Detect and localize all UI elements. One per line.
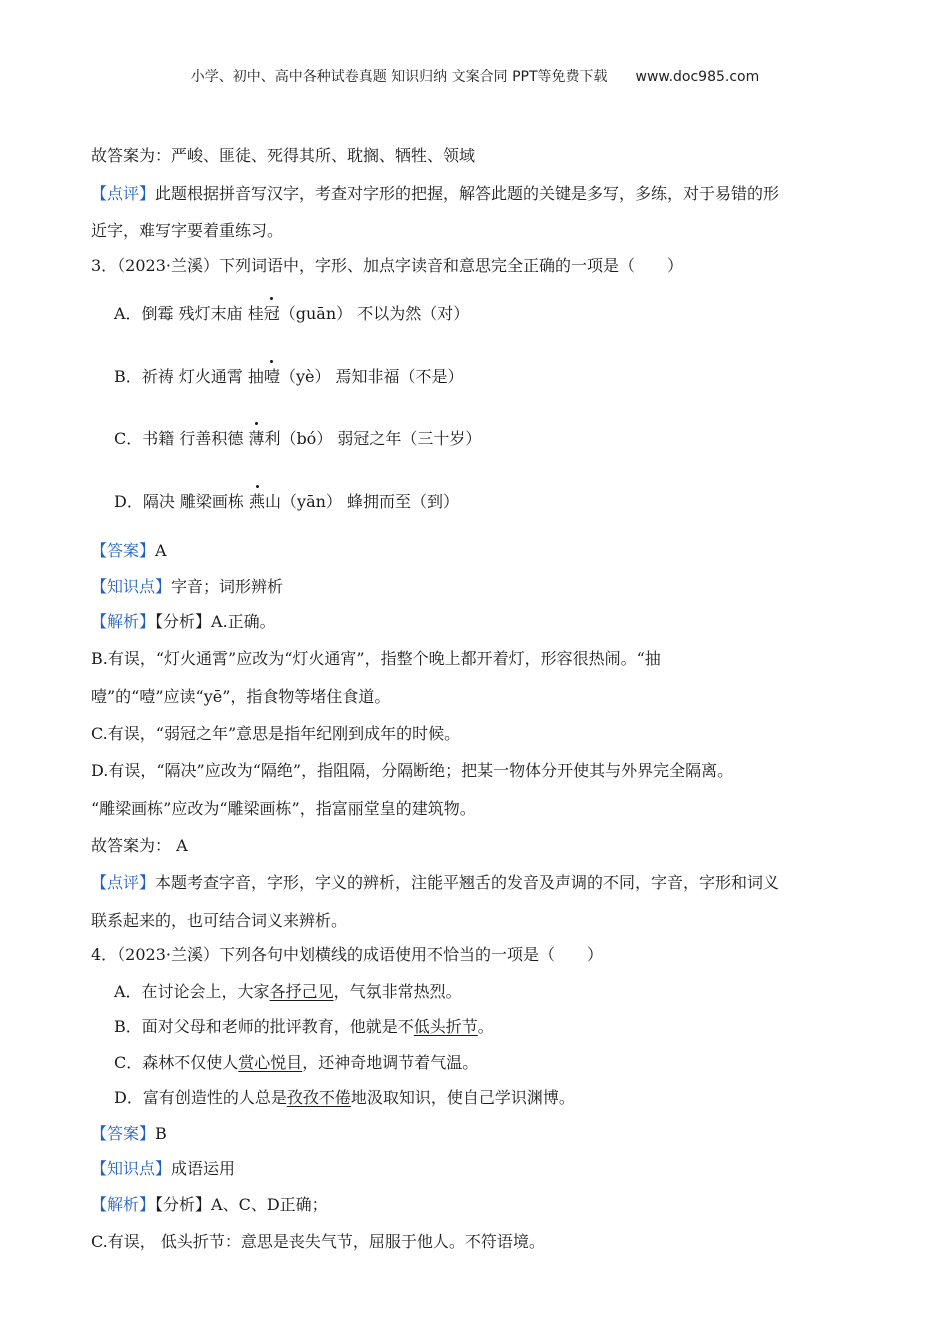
q3-stem: 3．（2023·兰溪）下列词语中，字形、加点字读音和意思完全正确的一项是（ ） <box>91 256 683 275</box>
q3-option-c: C．书籍 行善积德 薄利（bó） 弱冠之年（三十岁） <box>114 429 482 448</box>
underlined-idiom: 低头折节 <box>413 1017 478 1036</box>
q4-stem: 4．（2023·兰溪）下列各句中划横线的成语使用不恰当的一项是（ ） <box>91 945 603 964</box>
q4-analysis-line-1: C.有误， 低头折节：意思是丧失气节，屈服于他人。不符语境。 <box>91 1232 545 1251</box>
q3-analysis: 【解析】【分析】A.正确。 <box>91 612 276 631</box>
prev-comment-line-2: 近字，难写字要着重练习。 <box>91 221 284 240</box>
q3-analysis-line-1: B.有误，“灯火通霄”应改为“灯火通宵”，指整个晚上都开着灯，形容很热闹。“抽 <box>91 649 661 668</box>
header-url[interactable]: www.doc985.com <box>635 69 760 85</box>
comment-tag: 【点评】 <box>91 184 156 203</box>
q3-analysis-line-5: “雕梁画栋”应改为“雕梁画栋”，指富丽堂皇的建筑物。 <box>91 799 476 818</box>
q3-option-d: D．隔决 雕梁画栋 燕山（yān） 蜂拥而至（到） <box>114 492 460 511</box>
q3-analysis-line-4: D.有误，“隔决”应改为“隔绝”，指阻隔，分隔断绝；把某一物体分开使其与外界完全隔离。 <box>91 761 734 780</box>
prev-comment-line-1: 【点评】此题根据拼音写汉字，考查对字形的把握，解答此题的关键是多写，多练，对于易错的形 <box>91 184 780 203</box>
q3-answer-line: 故答案为： A <box>91 836 188 855</box>
underlined-idiom: 各抒己见 <box>269 982 334 1001</box>
underlined-idiom: 赏心悦目 <box>238 1053 303 1072</box>
q4-option-c: C．森林不仅使人赏心悦目，还神奇地调节着气温。 <box>114 1053 479 1072</box>
q4-analysis: 【解析】【分析】A、C、D正确； <box>91 1195 328 1214</box>
q3-option-a: A．倒霉 残灯末庙 桂冠（guān） 不以为然（对） <box>114 304 470 323</box>
dotted-char: 薄 <box>248 429 265 448</box>
q3-answer: 【答案】A <box>91 541 167 560</box>
dotted-char: 冠 <box>263 304 280 323</box>
page-header <box>0 66 950 86</box>
q4-option-a: A．在讨论会上，大家各抒己见，气氛非常热烈。 <box>114 982 462 1001</box>
dotted-char: 噎 <box>263 367 280 386</box>
dotted-char: 燕 <box>249 492 266 511</box>
q3-option-b: B．祈祷 灯火通霄 抽噎（yè） 焉知非福（不是） <box>114 367 464 386</box>
prev-answer-line: 故答案为：严峻、匪徒、死得其所、耽搁、牺牲、领域 <box>91 146 476 165</box>
q4-knowledge: 【知识点】成语运用 <box>91 1159 236 1178</box>
header-text: 小学、初中、高中各种试卷真题 知识归纳 文案合同 PPT等免费下载 <box>190 69 608 85</box>
q3-analysis-line-3: C.有误，“弱冠之年”意思是指年纪刚到成年的时候。 <box>91 724 461 743</box>
underlined-idiom: 孜孜不倦 <box>286 1088 351 1107</box>
q4-answer: 【答案】B <box>91 1124 167 1143</box>
q3-knowledge: 【知识点】字音；词形辨析 <box>91 577 284 596</box>
q3-comment-line-2: 联系起来的，也可结合词义来辨析。 <box>91 911 348 930</box>
q4-option-b: B．面对父母和老师的批评教育，他就是不低头折节。 <box>114 1017 494 1036</box>
q4-option-d: D．富有创造性的人总是孜孜不倦地汲取知识，使自己学识渊博。 <box>114 1088 575 1107</box>
q3-comment-line-1: 【点评】本题考查字音，字形，字义的辨析，注能平翘舌的发音及声调的不同，字音，字形和词义 <box>91 873 780 892</box>
q3-analysis-line-2: 噎”的“噎”应读“yē”，指食物等堵住食道。 <box>91 687 391 706</box>
